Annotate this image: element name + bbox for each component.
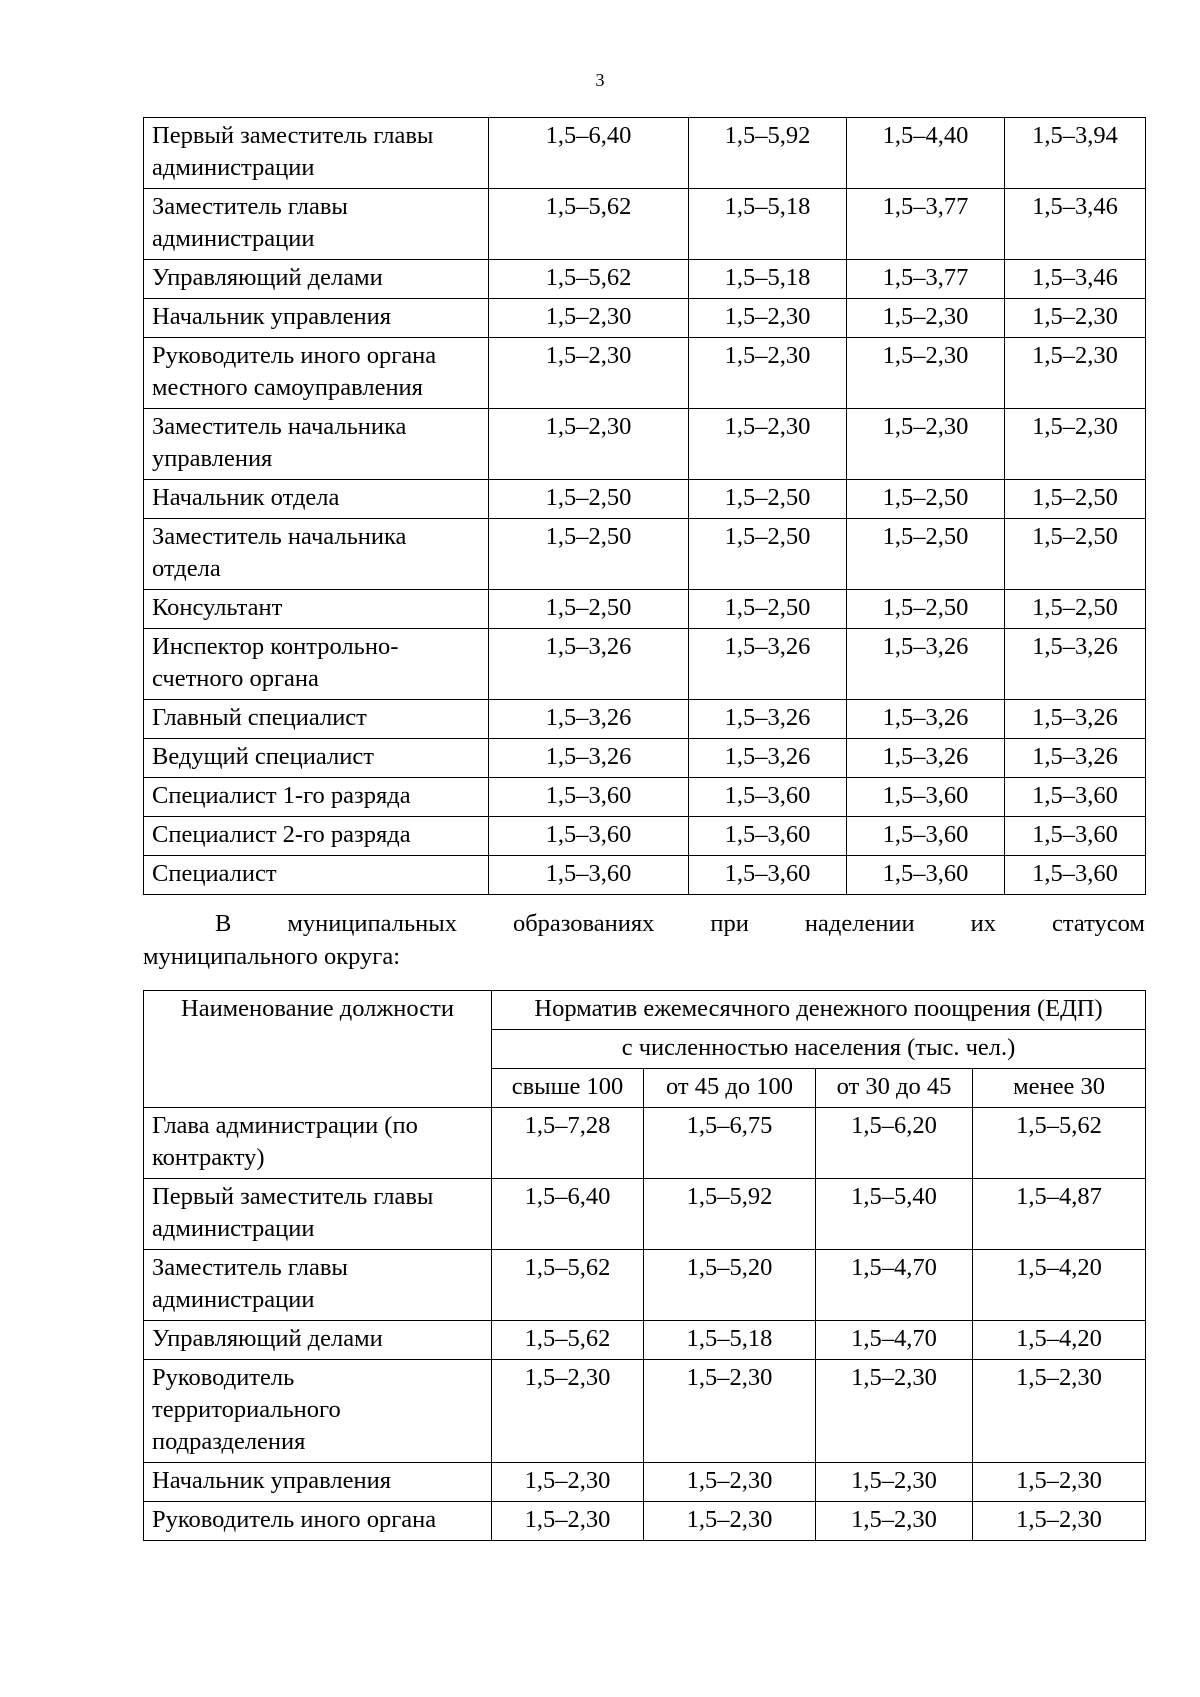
- norm-value-cell: 1,5–3,60: [1005, 817, 1146, 856]
- norm-value-cell: 1,5–3,60: [489, 778, 689, 817]
- norm-value-cell: 1,5–2,30: [816, 1360, 973, 1463]
- table-row: [144, 1463, 1146, 1502]
- norm-value-cell: 1,5–2,30: [973, 1463, 1146, 1502]
- norm-value-cell: 1,5–6,40: [492, 1179, 644, 1250]
- position-name-cell: Руководитель территориального подразделения: [144, 1360, 492, 1463]
- norm-value-cell: 1,5–2,50: [689, 590, 847, 629]
- norm-value-cell: 1,5–5,62: [489, 260, 689, 299]
- norm-value-cell: 1,5–3,26: [489, 739, 689, 778]
- norm-value-cell: 1,5–6,40: [489, 118, 689, 189]
- norm-value-cell: 1,5–3,26: [689, 739, 847, 778]
- norm-value-cell: 1,5–2,30: [644, 1463, 816, 1502]
- norm-value-cell: 1,5–2,30: [492, 1360, 644, 1463]
- norm-value-cell: 1,5–6,75: [644, 1108, 816, 1179]
- norm-value-cell: 1,5–2,50: [489, 590, 689, 629]
- position-name-cell: Специалист: [144, 856, 489, 895]
- norm-value-cell: 1,5–3,60: [489, 817, 689, 856]
- norm-value-cell: 1,5–2,30: [689, 409, 847, 480]
- position-name-cell: Начальник управления: [144, 1463, 492, 1502]
- norm-value-cell: 1,5–5,20: [644, 1250, 816, 1321]
- header-position-name: Наименование должности: [144, 991, 492, 1108]
- norm-value-cell: 1,5–3,26: [1005, 700, 1146, 739]
- norm-value-cell: 1,5–5,62: [489, 189, 689, 260]
- header-population-column: свыше 100: [492, 1069, 644, 1108]
- norm-value-cell: 1,5–2,30: [973, 1502, 1146, 1541]
- section-intro-paragraph: [143, 907, 1145, 973]
- norm-value-cell: 1,5–3,26: [847, 739, 1005, 778]
- position-name-cell: Глава администрации (по контракту): [144, 1108, 492, 1179]
- table-row: [144, 519, 1146, 590]
- norm-value-cell: 1,5–5,18: [644, 1321, 816, 1360]
- header-population-column: от 45 до 100: [644, 1069, 816, 1108]
- position-name-cell: Первый заместитель главы администрации: [144, 1179, 492, 1250]
- norm-value-cell: 1,5–2,30: [644, 1502, 816, 1541]
- norm-value-cell: 1,5–3,60: [689, 817, 847, 856]
- table-row: [144, 118, 1146, 189]
- position-name-cell: Управляющий делами: [144, 260, 489, 299]
- norm-value-cell: 1,5–3,60: [1005, 856, 1146, 895]
- norm-value-cell: 1,5–2,30: [816, 1463, 973, 1502]
- norm-value-cell: 1,5–3,26: [489, 700, 689, 739]
- norm-value-cell: 1,5–4,20: [973, 1250, 1146, 1321]
- norm-value-cell: 1,5–2,30: [1005, 338, 1146, 409]
- table-row: [144, 1108, 1146, 1179]
- norm-value-cell: 1,5–5,18: [689, 189, 847, 260]
- norm-value-cell: 1,5–2,30: [689, 338, 847, 409]
- norm-value-cell: 1,5–3,26: [847, 629, 1005, 700]
- position-name-cell: Заместитель главы администрации: [144, 189, 489, 260]
- norm-value-cell: 1,5–5,92: [689, 118, 847, 189]
- table-row: [144, 338, 1146, 409]
- norm-value-cell: 1,5–2,30: [973, 1360, 1146, 1463]
- norm-value-cell: 1,5–3,60: [847, 817, 1005, 856]
- table-row: [144, 739, 1146, 778]
- norm-value-cell: 1,5–3,26: [1005, 629, 1146, 700]
- norm-value-cell: 1,5–2,50: [1005, 519, 1146, 590]
- norm-value-cell: 1,5–4,40: [847, 118, 1005, 189]
- norm-value-cell: 1,5–4,87: [973, 1179, 1146, 1250]
- norm-value-cell: 1,5–2,30: [489, 409, 689, 480]
- position-name-cell: Консультант: [144, 590, 489, 629]
- norm-value-cell: 1,5–2,50: [847, 590, 1005, 629]
- norm-value-cell: 1,5–2,30: [816, 1502, 973, 1541]
- norm-value-cell: 1,5–3,60: [847, 856, 1005, 895]
- norm-value-cell: 1,5–2,30: [644, 1360, 816, 1463]
- paragraph-word: статусом: [1052, 910, 1145, 937]
- position-name-cell: Начальник управления: [144, 299, 489, 338]
- table-row: [144, 1360, 1146, 1463]
- norm-value-cell: 1,5–2,50: [847, 480, 1005, 519]
- norm-value-cell: 1,5–3,26: [489, 629, 689, 700]
- norm-value-cell: 1,5–7,28: [492, 1108, 644, 1179]
- paragraph-line-1: [143, 907, 1145, 940]
- table-row: [144, 189, 1146, 260]
- norm-value-cell: 1,5–2,50: [689, 480, 847, 519]
- norm-value-cell: 1,5–2,30: [689, 299, 847, 338]
- norm-value-cell: 1,5–2,50: [1005, 480, 1146, 519]
- header-row-1: [144, 991, 1146, 1030]
- norm-value-cell: 1,5–3,77: [847, 189, 1005, 260]
- paragraph-line-2: муниципального округа:: [143, 943, 401, 970]
- paragraph-word: В: [215, 910, 232, 937]
- norm-value-cell: 1,5–3,26: [847, 700, 1005, 739]
- norm-value-cell: 1,5–4,70: [816, 1321, 973, 1360]
- norm-value-cell: 1,5–2,30: [847, 299, 1005, 338]
- position-name-cell: Инспектор контрольно-счетного органа: [144, 629, 489, 700]
- paragraph-word: их: [970, 910, 997, 937]
- position-name-cell: Заместитель начальника управления: [144, 409, 489, 480]
- table-row: [144, 700, 1146, 739]
- norm-value-cell: 1,5–2,50: [1005, 590, 1146, 629]
- position-name-cell: Заместитель главы администрации: [144, 1250, 492, 1321]
- table-row: [144, 1250, 1146, 1321]
- table-row: [144, 817, 1146, 856]
- table-row: [144, 778, 1146, 817]
- norm-value-cell: 1,5–2,30: [489, 299, 689, 338]
- position-name-cell: Главный специалист: [144, 700, 489, 739]
- norm-value-cell: 1,5–2,30: [492, 1463, 644, 1502]
- norm-value-cell: 1,5–2,30: [492, 1502, 644, 1541]
- header-population-column: от 30 до 45: [816, 1069, 973, 1108]
- norm-value-cell: 1,5–3,60: [689, 778, 847, 817]
- norm-value-cell: 1,5–5,62: [492, 1250, 644, 1321]
- norm-value-cell: 1,5–3,94: [1005, 118, 1146, 189]
- norm-value-cell: 1,5–2,30: [1005, 409, 1146, 480]
- norm-value-cell: 1,5–2,50: [489, 519, 689, 590]
- position-name-cell: Специалист 2-го разряда: [144, 817, 489, 856]
- norm-value-cell: 1,5–3,60: [489, 856, 689, 895]
- table-row: [144, 260, 1146, 299]
- table-row: [144, 1502, 1146, 1541]
- position-name-cell: Руководитель иного органа: [144, 1502, 492, 1541]
- paragraph-word: муниципальных: [287, 910, 457, 937]
- norm-value-cell: 1,5–2,30: [489, 338, 689, 409]
- norm-value-cell: 1,5–3,26: [689, 700, 847, 739]
- norm-value-cell: 1,5–6,20: [816, 1108, 973, 1179]
- position-name-cell: Специалист 1-го разряда: [144, 778, 489, 817]
- paragraph-word: наделении: [804, 910, 915, 937]
- table-top-continuation: [143, 117, 1146, 895]
- position-name-cell: Управляющий делами: [144, 1321, 492, 1360]
- norm-value-cell: 1,5–3,46: [1005, 189, 1146, 260]
- norm-value-cell: 1,5–3,60: [689, 856, 847, 895]
- norm-value-cell: 1,5–3,60: [847, 778, 1005, 817]
- table-row: [144, 480, 1146, 519]
- norm-value-cell: 1,5–2,50: [489, 480, 689, 519]
- table-municipal-district: [143, 990, 1146, 1541]
- norm-value-cell: 1,5–2,30: [847, 409, 1005, 480]
- table-row: [144, 856, 1146, 895]
- paragraph-word: при: [710, 910, 749, 937]
- norm-value-cell: 1,5–3,77: [847, 260, 1005, 299]
- position-name-cell: Руководитель иного органа местного самоуправления: [144, 338, 489, 409]
- table-row: [144, 629, 1146, 700]
- norm-value-cell: 1,5–2,50: [689, 519, 847, 590]
- position-name-cell: Ведущий специалист: [144, 739, 489, 778]
- table-row: [144, 1321, 1146, 1360]
- table-row: [144, 1179, 1146, 1250]
- table-row: [144, 299, 1146, 338]
- norm-value-cell: 1,5–5,62: [492, 1321, 644, 1360]
- norm-value-cell: 1,5–3,26: [1005, 739, 1146, 778]
- norm-value-cell: 1,5–2,30: [847, 338, 1005, 409]
- header-population-column: менее 30: [973, 1069, 1146, 1108]
- norm-value-cell: 1,5–3,46: [1005, 260, 1146, 299]
- header-norm: Норматив ежемесячного денежного поощрения (ЕДП): [492, 991, 1146, 1030]
- norm-value-cell: 1,5–5,62: [973, 1108, 1146, 1179]
- header-population: с численностью населения (тыс. чел.): [492, 1030, 1146, 1069]
- table-row: [144, 409, 1146, 480]
- page-number: 3: [595, 70, 605, 90]
- position-name-cell: Первый заместитель главы администрации: [144, 118, 489, 189]
- norm-value-cell: 1,5–4,70: [816, 1250, 973, 1321]
- position-name-cell: Заместитель начальника отдела: [144, 519, 489, 590]
- table-row: [144, 590, 1146, 629]
- norm-value-cell: 1,5–5,92: [644, 1179, 816, 1250]
- norm-value-cell: 1,5–2,30: [1005, 299, 1146, 338]
- norm-value-cell: 1,5–3,26: [689, 629, 847, 700]
- norm-value-cell: 1,5–2,50: [847, 519, 1005, 590]
- paragraph-word: образованиях: [512, 910, 655, 937]
- position-name-cell: Начальник отдела: [144, 480, 489, 519]
- norm-value-cell: 1,5–5,40: [816, 1179, 973, 1250]
- norm-value-cell: 1,5–3,60: [1005, 778, 1146, 817]
- norm-value-cell: 1,5–5,18: [689, 260, 847, 299]
- norm-value-cell: 1,5–4,20: [973, 1321, 1146, 1360]
